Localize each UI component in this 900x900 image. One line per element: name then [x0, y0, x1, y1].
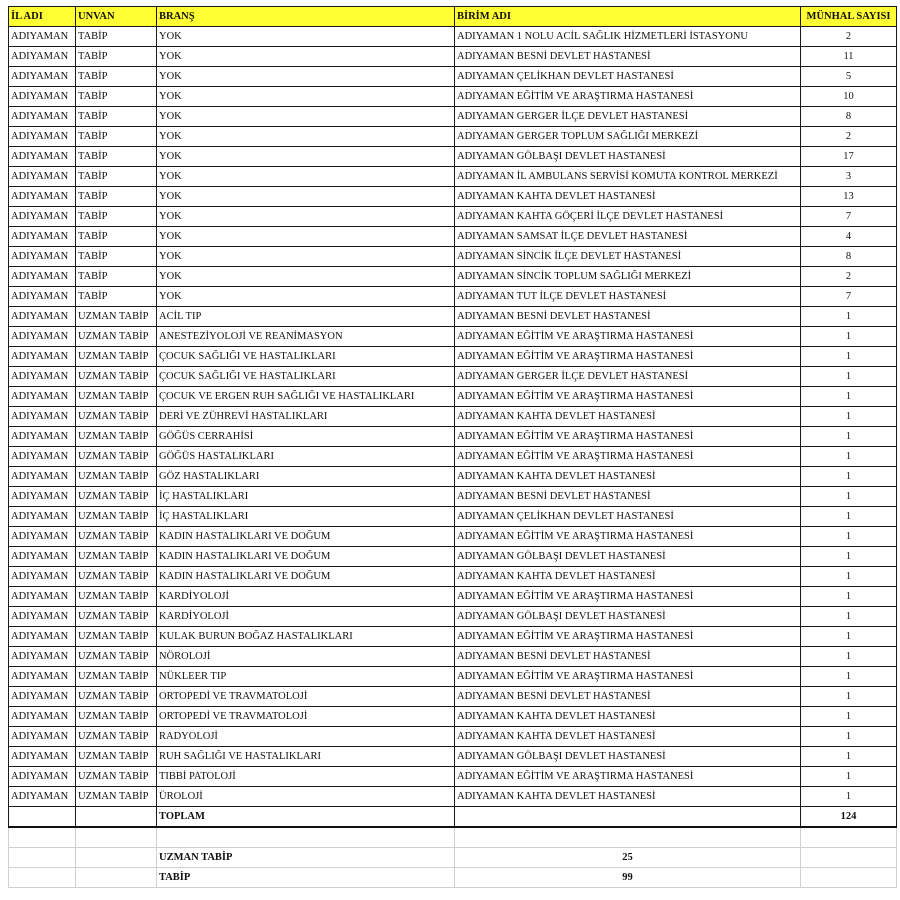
cell-munhal-sayisi: 1: [801, 407, 897, 427]
cell-munhal-sayisi: 1: [801, 647, 897, 667]
summary-empty: [9, 868, 76, 888]
cell-il-adi: ADIYAMAN: [9, 427, 76, 447]
cell-il-adi: ADIYAMAN: [9, 747, 76, 767]
cell-birim-adi: ADIYAMAN GÖLBAŞI DEVLET HASTANESİ: [455, 147, 801, 167]
total-label: TOPLAM: [157, 807, 455, 828]
cell-munhal-sayisi: 1: [801, 507, 897, 527]
cell-birim-adi: ADIYAMAN KAHTA DEVLET HASTANESİ: [455, 787, 801, 807]
cell-il-adi: ADIYAMAN: [9, 347, 76, 367]
table-row: [9, 307, 897, 327]
cell-il-adi: ADIYAMAN: [9, 47, 76, 67]
total-empty-1: [9, 807, 76, 828]
cell-birim-adi: ADIYAMAN EĞİTİM VE ARAŞTIRMA HASTANESİ: [455, 447, 801, 467]
cell-unvan: UZMAN TABİP: [76, 487, 157, 507]
cell-unvan: UZMAN TABİP: [76, 347, 157, 367]
table-row: [9, 407, 897, 427]
cell-munhal-sayisi: 3: [801, 167, 897, 187]
cell-munhal-sayisi: 1: [801, 567, 897, 587]
cell-unvan: UZMAN TABİP: [76, 447, 157, 467]
cell-birim-adi: ADIYAMAN BESNİ DEVLET HASTANESİ: [455, 647, 801, 667]
summary-value: 99: [455, 868, 801, 888]
table-row: [9, 367, 897, 387]
cell-unvan: TABİP: [76, 107, 157, 127]
cell-il-adi: ADIYAMAN: [9, 327, 76, 347]
cell-unvan: TABİP: [76, 87, 157, 107]
cell-birim-adi: ADIYAMAN EĞİTİM VE ARAŞTIRMA HASTANESİ: [455, 327, 801, 347]
cell-unvan: TABİP: [76, 207, 157, 227]
table-row: [9, 707, 897, 727]
cell-munhal-sayisi: 5: [801, 67, 897, 87]
cell-birim-adi: ADIYAMAN GERGER TOPLUM SAĞLIĞI MERKEZİ: [455, 127, 801, 147]
cell-unvan: TABİP: [76, 247, 157, 267]
cell-birim-adi: ADIYAMAN EĞİTİM VE ARAŞTIRMA HASTANESİ: [455, 627, 801, 647]
table-row: [9, 447, 897, 467]
cell-brans: YOK: [157, 287, 455, 307]
cell-il-adi: ADIYAMAN: [9, 667, 76, 687]
cell-munhal-sayisi: 1: [801, 687, 897, 707]
cell-brans: ACİL TIP: [157, 307, 455, 327]
cell-birim-adi: ADIYAMAN SAMSAT İLÇE DEVLET HASTANESİ: [455, 227, 801, 247]
cell-munhal-sayisi: 1: [801, 607, 897, 627]
cell-munhal-sayisi: 2: [801, 267, 897, 287]
cell-il-adi: ADIYAMAN: [9, 147, 76, 167]
cell-munhal-sayisi: 10: [801, 87, 897, 107]
summary-value: 25: [455, 848, 801, 868]
table-row: [9, 567, 897, 587]
table-row: [9, 747, 897, 767]
cell-brans: ÇOCUK SAĞLIĞI VE HASTALIKLARI: [157, 347, 455, 367]
cell-munhal-sayisi: 1: [801, 627, 897, 647]
cell-il-adi: ADIYAMAN: [9, 87, 76, 107]
header-unvan: UNVAN: [76, 7, 157, 27]
cell-munhal-sayisi: 1: [801, 327, 897, 347]
cell-unvan: TABİP: [76, 147, 157, 167]
cell-brans: GÖZ HASTALIKLARI: [157, 467, 455, 487]
header-munhal-sayisi: MÜNHAL SAYISI: [801, 7, 897, 27]
cell-brans: ANESTEZİYOLOJİ VE REANİMASYON: [157, 327, 455, 347]
cell-birim-adi: ADIYAMAN BESNİ DEVLET HASTANESİ: [455, 307, 801, 327]
summary-empty: [801, 868, 897, 888]
cell-brans: KADIN HASTALIKLARI VE DOĞUM: [157, 527, 455, 547]
cell-brans: KADIN HASTALIKLARI VE DOĞUM: [157, 547, 455, 567]
table-row: [9, 667, 897, 687]
table-row: [9, 727, 897, 747]
cell-munhal-sayisi: 17: [801, 147, 897, 167]
total-empty-3: [455, 807, 801, 828]
cell-brans: ÇOCUK SAĞLIĞI VE HASTALIKLARI: [157, 367, 455, 387]
cell-birim-adi: ADIYAMAN GERGER İLÇE DEVLET HASTANESİ: [455, 367, 801, 387]
cell-birim-adi: ADIYAMAN ÇELİKHAN DEVLET HASTANESİ: [455, 67, 801, 87]
header-row: [9, 7, 897, 27]
cell-unvan: UZMAN TABİP: [76, 547, 157, 567]
cell-birim-adi: ADIYAMAN BESNİ DEVLET HASTANESİ: [455, 687, 801, 707]
total-row: [9, 807, 897, 828]
cell-birim-adi: ADIYAMAN KAHTA GÖÇERİ İLÇE DEVLET HASTANESİ: [455, 207, 801, 227]
cell-birim-adi: ADIYAMAN SİNCİK TOPLUM SAĞLIĞI MERKEZİ: [455, 267, 801, 287]
table-row: [9, 247, 897, 267]
table-row: [9, 527, 897, 547]
table-body: [9, 27, 897, 807]
table-row: [9, 507, 897, 527]
cell-unvan: UZMAN TABİP: [76, 387, 157, 407]
summary-row-tabip: [9, 868, 897, 888]
cell-il-adi: ADIYAMAN: [9, 707, 76, 727]
blank-cell: [9, 827, 76, 848]
blank-cell: [76, 827, 157, 848]
cell-il-adi: ADIYAMAN: [9, 267, 76, 287]
cell-brans: YOK: [157, 107, 455, 127]
cell-brans: İÇ HASTALIKLARI: [157, 487, 455, 507]
cell-brans: YOK: [157, 127, 455, 147]
cell-unvan: UZMAN TABİP: [76, 687, 157, 707]
cell-unvan: UZMAN TABİP: [76, 407, 157, 427]
table-row: [9, 767, 897, 787]
blank-row: [9, 827, 897, 848]
cell-birim-adi: ADIYAMAN EĞİTİM VE ARAŞTIRMA HASTANESİ: [455, 87, 801, 107]
table-row: [9, 167, 897, 187]
table-row: [9, 47, 897, 67]
cell-brans: RUH SAĞLIĞI VE HASTALIKLARI: [157, 747, 455, 767]
table-footer: [9, 807, 897, 888]
cell-il-adi: ADIYAMAN: [9, 567, 76, 587]
table-row: [9, 647, 897, 667]
table-row: [9, 287, 897, 307]
cell-brans: GÖĞÜS HASTALIKLARI: [157, 447, 455, 467]
cell-brans: KARDİYOLOJİ: [157, 587, 455, 607]
cell-brans: YOK: [157, 27, 455, 47]
cell-il-adi: ADIYAMAN: [9, 727, 76, 747]
cell-birim-adi: ADIYAMAN İL AMBULANS SERVİSİ KOMUTA KONTROL MERKEZİ: [455, 167, 801, 187]
cell-il-adi: ADIYAMAN: [9, 407, 76, 427]
blank-cell: [157, 827, 455, 848]
cell-munhal-sayisi: 1: [801, 787, 897, 807]
summary-empty: [801, 848, 897, 868]
cell-il-adi: ADIYAMAN: [9, 187, 76, 207]
table-row: [9, 87, 897, 107]
cell-munhal-sayisi: 1: [801, 587, 897, 607]
cell-il-adi: ADIYAMAN: [9, 207, 76, 227]
table-row: [9, 227, 897, 247]
cell-unvan: UZMAN TABİP: [76, 567, 157, 587]
cell-munhal-sayisi: 1: [801, 707, 897, 727]
cell-il-adi: ADIYAMAN: [9, 787, 76, 807]
cell-brans: ORTOPEDİ VE TRAVMATOLOJİ: [157, 707, 455, 727]
cell-il-adi: ADIYAMAN: [9, 67, 76, 87]
cell-birim-adi: ADIYAMAN KAHTA DEVLET HASTANESİ: [455, 187, 801, 207]
blank-cell: [801, 827, 897, 848]
cell-il-adi: ADIYAMAN: [9, 167, 76, 187]
table-row: [9, 687, 897, 707]
cell-il-adi: ADIYAMAN: [9, 307, 76, 327]
cell-il-adi: ADIYAMAN: [9, 447, 76, 467]
summary-label: UZMAN TABİP: [157, 848, 455, 868]
cell-birim-adi: ADIYAMAN SİNCİK İLÇE DEVLET HASTANESİ: [455, 247, 801, 267]
blank-cell: [455, 827, 801, 848]
cell-unvan: UZMAN TABİP: [76, 667, 157, 687]
vacancy-table-sheet: [8, 6, 897, 888]
cell-birim-adi: ADIYAMAN ÇELİKHAN DEVLET HASTANESİ: [455, 507, 801, 527]
cell-il-adi: ADIYAMAN: [9, 607, 76, 627]
cell-unvan: UZMAN TABİP: [76, 467, 157, 487]
cell-birim-adi: ADIYAMAN GERGER İLÇE DEVLET HASTANESİ: [455, 107, 801, 127]
table-row: [9, 147, 897, 167]
cell-unvan: TABİP: [76, 67, 157, 87]
cell-birim-adi: ADIYAMAN 1 NOLU ACİL SAĞLIK HİZMETLERİ İSTASYONU: [455, 27, 801, 47]
cell-brans: KADIN HASTALIKLARI VE DOĞUM: [157, 567, 455, 587]
vacancy-table: [8, 6, 897, 888]
cell-il-adi: ADIYAMAN: [9, 687, 76, 707]
cell-munhal-sayisi: 1: [801, 427, 897, 447]
cell-il-adi: ADIYAMAN: [9, 127, 76, 147]
cell-unvan: UZMAN TABİP: [76, 607, 157, 627]
cell-munhal-sayisi: 13: [801, 187, 897, 207]
cell-munhal-sayisi: 8: [801, 247, 897, 267]
cell-birim-adi: ADIYAMAN EĞİTİM VE ARAŞTIRMA HASTANESİ: [455, 427, 801, 447]
cell-brans: NÖROLOJİ: [157, 647, 455, 667]
cell-munhal-sayisi: 2: [801, 27, 897, 47]
cell-munhal-sayisi: 1: [801, 487, 897, 507]
cell-brans: RADYOLOJİ: [157, 727, 455, 747]
table-row: [9, 487, 897, 507]
cell-il-adi: ADIYAMAN: [9, 287, 76, 307]
table-row: [9, 607, 897, 627]
table-row: [9, 27, 897, 47]
cell-il-adi: ADIYAMAN: [9, 367, 76, 387]
cell-brans: YOK: [157, 247, 455, 267]
cell-birim-adi: ADIYAMAN EĞİTİM VE ARAŞTIRMA HASTANESİ: [455, 587, 801, 607]
table-row: [9, 427, 897, 447]
cell-munhal-sayisi: 1: [801, 467, 897, 487]
cell-brans: YOK: [157, 187, 455, 207]
cell-munhal-sayisi: 1: [801, 527, 897, 547]
cell-unvan: UZMAN TABİP: [76, 587, 157, 607]
cell-munhal-sayisi: 1: [801, 747, 897, 767]
cell-unvan: UZMAN TABİP: [76, 327, 157, 347]
cell-unvan: UZMAN TABİP: [76, 647, 157, 667]
cell-unvan: UZMAN TABİP: [76, 307, 157, 327]
cell-munhal-sayisi: 1: [801, 547, 897, 567]
cell-birim-adi: ADIYAMAN GÖLBAŞI DEVLET HASTANESİ: [455, 607, 801, 627]
table-row: [9, 387, 897, 407]
cell-brans: YOK: [157, 47, 455, 67]
cell-birim-adi: ADIYAMAN KAHTA DEVLET HASTANESİ: [455, 727, 801, 747]
cell-munhal-sayisi: 7: [801, 287, 897, 307]
cell-unvan: TABİP: [76, 287, 157, 307]
cell-brans: DERİ VE ZÜHREVİ HASTALIKLARI: [157, 407, 455, 427]
cell-birim-adi: ADIYAMAN KAHTA DEVLET HASTANESİ: [455, 407, 801, 427]
cell-il-adi: ADIYAMAN: [9, 627, 76, 647]
cell-il-adi: ADIYAMAN: [9, 107, 76, 127]
header-birim-adi: BİRİM ADI: [455, 7, 801, 27]
cell-brans: KARDİYOLOJİ: [157, 607, 455, 627]
cell-munhal-sayisi: 1: [801, 307, 897, 327]
cell-il-adi: ADIYAMAN: [9, 487, 76, 507]
cell-birim-adi: ADIYAMAN EĞİTİM VE ARAŞTIRMA HASTANESİ: [455, 767, 801, 787]
cell-unvan: TABİP: [76, 227, 157, 247]
total-empty-2: [76, 807, 157, 828]
cell-birim-adi: ADIYAMAN EĞİTİM VE ARAŞTIRMA HASTANESİ: [455, 527, 801, 547]
cell-birim-adi: ADIYAMAN TUT İLÇE DEVLET HASTANESİ: [455, 287, 801, 307]
cell-unvan: TABİP: [76, 267, 157, 287]
cell-brans: İÇ HASTALIKLARI: [157, 507, 455, 527]
cell-brans: YOK: [157, 267, 455, 287]
cell-unvan: UZMAN TABİP: [76, 727, 157, 747]
cell-munhal-sayisi: 1: [801, 367, 897, 387]
cell-unvan: TABİP: [76, 127, 157, 147]
cell-brans: KULAK BURUN BOĞAZ HASTALIKLARI: [157, 627, 455, 647]
cell-birim-adi: ADIYAMAN GÖLBAŞI DEVLET HASTANESİ: [455, 547, 801, 567]
cell-il-adi: ADIYAMAN: [9, 587, 76, 607]
header-il-adi: İL ADI: [9, 7, 76, 27]
table-row: [9, 627, 897, 647]
cell-birim-adi: ADIYAMAN BESNİ DEVLET HASTANESİ: [455, 487, 801, 507]
cell-il-adi: ADIYAMAN: [9, 227, 76, 247]
cell-brans: YOK: [157, 207, 455, 227]
cell-il-adi: ADIYAMAN: [9, 387, 76, 407]
cell-unvan: TABİP: [76, 167, 157, 187]
cell-munhal-sayisi: 1: [801, 387, 897, 407]
cell-il-adi: ADIYAMAN: [9, 507, 76, 527]
cell-brans: YOK: [157, 67, 455, 87]
cell-unvan: UZMAN TABİP: [76, 747, 157, 767]
cell-birim-adi: ADIYAMAN EĞİTİM VE ARAŞTIRMA HASTANESİ: [455, 667, 801, 687]
header-brans: BRANŞ: [157, 7, 455, 27]
table-row: [9, 127, 897, 147]
cell-brans: YOK: [157, 87, 455, 107]
summary-empty: [9, 848, 76, 868]
cell-birim-adi: ADIYAMAN EĞİTİM VE ARAŞTIRMA HASTANESİ: [455, 347, 801, 367]
cell-unvan: UZMAN TABİP: [76, 627, 157, 647]
summary-row-uzman: [9, 848, 897, 868]
summary-empty: [76, 868, 157, 888]
table-row: [9, 787, 897, 807]
cell-munhal-sayisi: 1: [801, 727, 897, 747]
cell-unvan: UZMAN TABİP: [76, 507, 157, 527]
cell-birim-adi: ADIYAMAN KAHTA DEVLET HASTANESİ: [455, 567, 801, 587]
summary-label: TABİP: [157, 868, 455, 888]
cell-munhal-sayisi: 1: [801, 767, 897, 787]
cell-unvan: UZMAN TABİP: [76, 367, 157, 387]
cell-il-adi: ADIYAMAN: [9, 467, 76, 487]
cell-il-adi: ADIYAMAN: [9, 27, 76, 47]
cell-brans: GÖĞÜS CERRAHİSİ: [157, 427, 455, 447]
table-row: [9, 587, 897, 607]
table-row: [9, 347, 897, 367]
cell-unvan: TABİP: [76, 187, 157, 207]
cell-brans: YOK: [157, 147, 455, 167]
cell-unvan: TABİP: [76, 27, 157, 47]
cell-munhal-sayisi: 7: [801, 207, 897, 227]
cell-munhal-sayisi: 2: [801, 127, 897, 147]
table-row: [9, 467, 897, 487]
cell-brans: ÜROLOJİ: [157, 787, 455, 807]
cell-unvan: UZMAN TABİP: [76, 527, 157, 547]
cell-birim-adi: ADIYAMAN BESNİ DEVLET HASTANESİ: [455, 47, 801, 67]
cell-unvan: UZMAN TABİP: [76, 787, 157, 807]
cell-brans: ORTOPEDİ VE TRAVMATOLOJİ: [157, 687, 455, 707]
cell-brans: YOK: [157, 167, 455, 187]
cell-birim-adi: ADIYAMAN GÖLBAŞI DEVLET HASTANESİ: [455, 747, 801, 767]
cell-munhal-sayisi: 8: [801, 107, 897, 127]
cell-munhal-sayisi: 11: [801, 47, 897, 67]
summary-empty: [76, 848, 157, 868]
cell-brans: NÜKLEER TIP: [157, 667, 455, 687]
table-row: [9, 67, 897, 87]
cell-il-adi: ADIYAMAN: [9, 527, 76, 547]
cell-unvan: TABİP: [76, 47, 157, 67]
cell-munhal-sayisi: 4: [801, 227, 897, 247]
cell-brans: TIBBİ PATOLOJİ: [157, 767, 455, 787]
table-row: [9, 327, 897, 347]
cell-unvan: UZMAN TABİP: [76, 767, 157, 787]
table-row: [9, 107, 897, 127]
cell-birim-adi: ADIYAMAN KAHTA DEVLET HASTANESİ: [455, 467, 801, 487]
cell-unvan: UZMAN TABİP: [76, 707, 157, 727]
cell-birim-adi: ADIYAMAN KAHTA DEVLET HASTANESİ: [455, 707, 801, 727]
cell-il-adi: ADIYAMAN: [9, 547, 76, 567]
cell-brans: ÇOCUK VE ERGEN RUH SAĞLIĞI VE HASTALIKLARI: [157, 387, 455, 407]
cell-il-adi: ADIYAMAN: [9, 647, 76, 667]
table-row: [9, 267, 897, 287]
cell-munhal-sayisi: 1: [801, 447, 897, 467]
table-row: [9, 547, 897, 567]
table-row: [9, 187, 897, 207]
total-value: 124: [801, 807, 897, 828]
cell-munhal-sayisi: 1: [801, 347, 897, 367]
cell-unvan: UZMAN TABİP: [76, 427, 157, 447]
cell-brans: YOK: [157, 227, 455, 247]
cell-munhal-sayisi: 1: [801, 667, 897, 687]
cell-birim-adi: ADIYAMAN EĞİTİM VE ARAŞTIRMA HASTANESİ: [455, 387, 801, 407]
cell-il-adi: ADIYAMAN: [9, 247, 76, 267]
cell-il-adi: ADIYAMAN: [9, 767, 76, 787]
table-row: [9, 207, 897, 227]
